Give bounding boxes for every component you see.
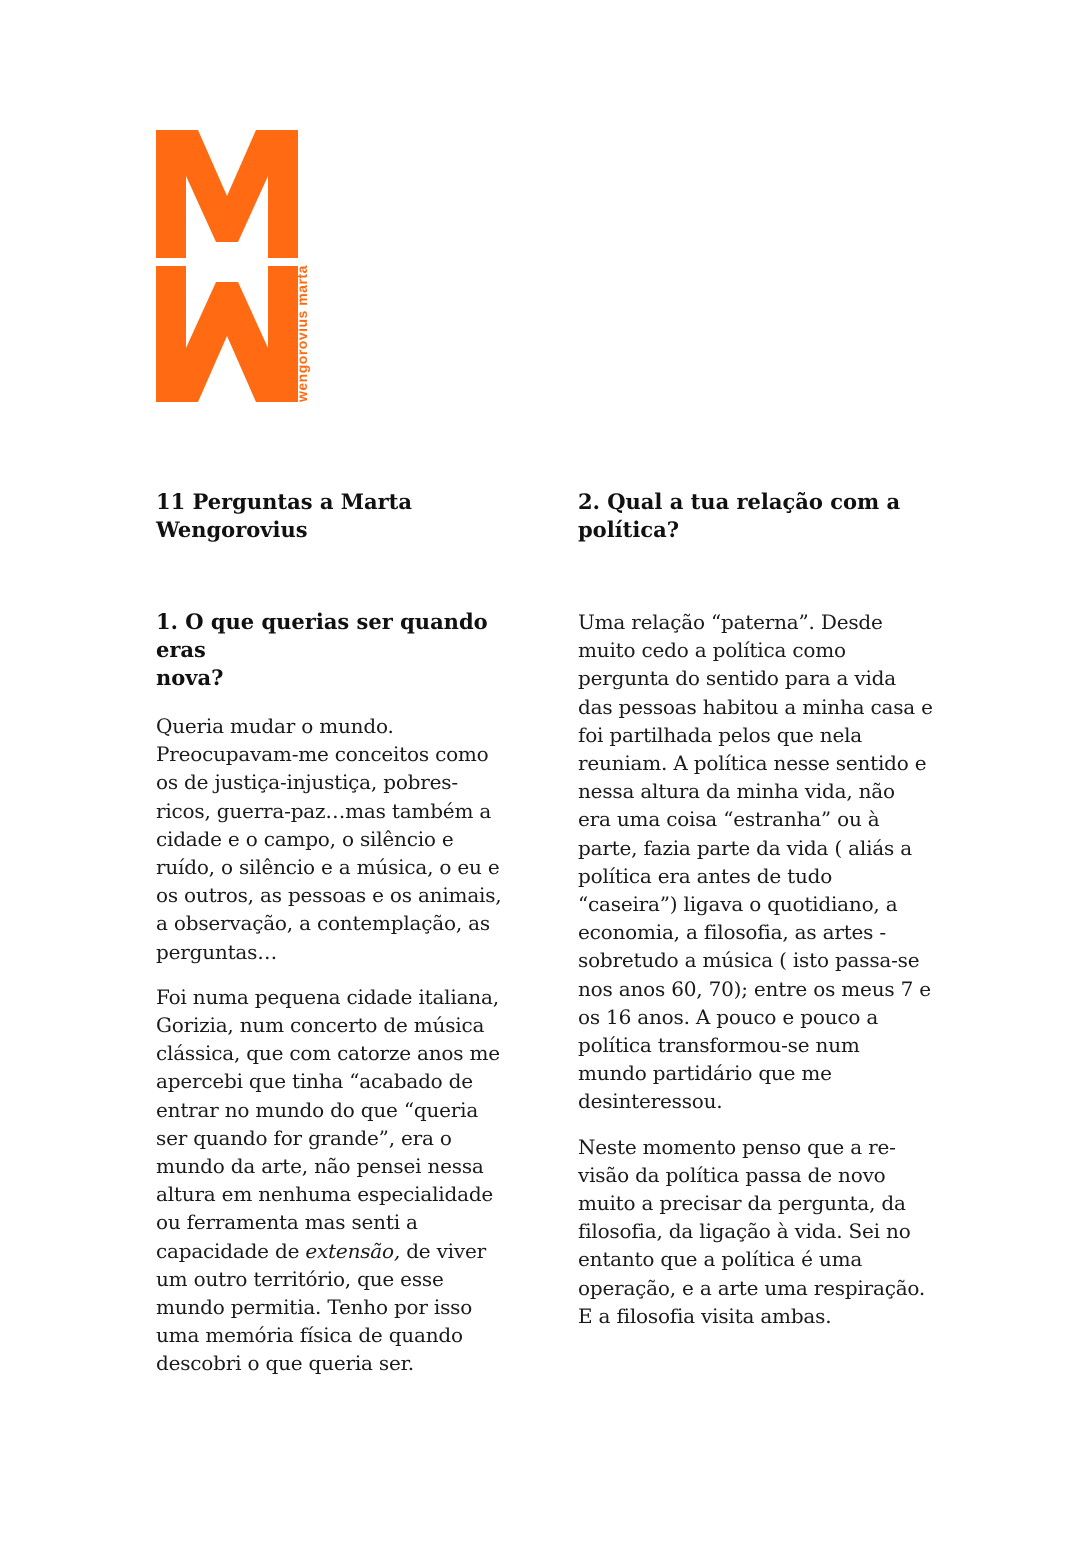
left-column xyxy=(156,488,521,1395)
document-title: 11 Perguntas a Marta Wengorovius xyxy=(156,489,412,542)
logo-vertical-text: wengorovius marta xyxy=(294,265,310,402)
italic-line: capacidade de extensão, de viver xyxy=(156,1238,486,1263)
question-2-heading: 2. Qual a tua relação com a política? xyxy=(578,489,901,542)
question-1-heading: 1. O que querias ser quando eras nova? xyxy=(156,609,488,690)
logo-letter-w xyxy=(156,266,298,402)
answer-2-paragraph-2: Neste momento penso que a re- visão da política passa de novo muito a precisar da pergunta, da filosofia, da ligação à vida. Sei no entanto que a política é uma operação, e a arte uma respiração. E a filosofia visita ambas. xyxy=(578,1134,926,1328)
mw-logo xyxy=(156,130,308,402)
answer-2-paragraph-1: Uma relação “paterna”. Desde muito cedo a política como pergunta do sentido para a vida das pessoas habitou a minha casa e foi partilhada pelos que nela reuniam. A política nesse sentido e nessa altura da minha vida, não era uma coisa “estranha” ou à parte, fazia parte da vida ( aliás a política era antes de tudo “caseira”) ligava o quotidiano, a economia, a filosofia, as artes - sobretudo a música ( isto passa-se nos anos 60, 70); entre os meus 7 e os 16 anos. A pouco e pouco a política transformou-se num mundo partidário que me desinteressou. xyxy=(578,610,933,1114)
logo-letter-m xyxy=(156,130,298,258)
answer-1-paragraph-1: Queria mudar o mundo. Preocupavam-me conceitos como os de justiça-injustiça, pobres- ricos, guerra-paz…mas também a cidade e o campo, o silêncio e ruído, o silêncio e a música, o eu e os outros, as pessoas e os animais, a observação, a contemplação, as perguntas… xyxy=(156,714,502,964)
right-column xyxy=(578,488,943,1347)
answer-1-paragraph-2: Foi numa pequena cidade italiana, Gorizia, num concerto de música clássica, que com catorze anos me apercebi que tinha “acabado de entrar no mundo do que “queria ser quando for grande”, era o mundo da arte, não pensei nessa altura em nenhuma especialidade ou ferramenta mas senti a capacidade de extensão, de viver um outro território, que esse mundo permitia. Tenho por isso uma memória física de quando descobri o que queria ser. xyxy=(156,983,521,1378)
